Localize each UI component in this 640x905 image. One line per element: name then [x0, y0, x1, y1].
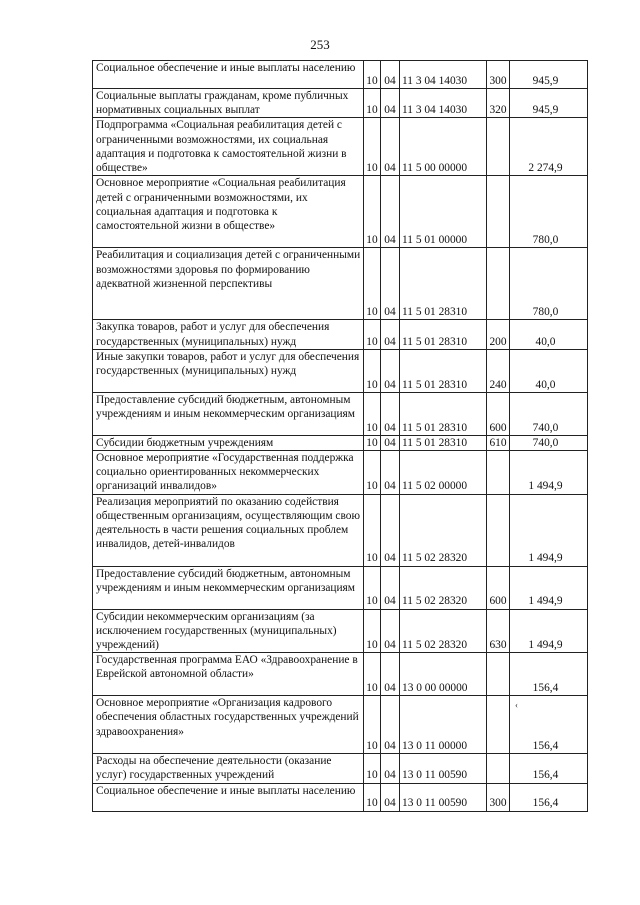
- row-section: 10: [364, 783, 381, 811]
- row-target-article: 11 5 01 28310: [400, 248, 487, 320]
- row-name: Социальные выплаты гражданам, кроме публичных нормативных социальных выплат: [93, 89, 364, 118]
- row-amount: 2 274,9: [510, 118, 588, 176]
- row-expense-type: 300: [487, 61, 510, 89]
- table-row: [93, 392, 588, 435]
- row-expense-type: 600: [487, 392, 510, 435]
- row-amount: 40,0: [510, 320, 588, 349]
- row-expense-type: [487, 494, 510, 566]
- budget-table: [92, 60, 588, 812]
- row-name: Основное мероприятие «Социальная реабилитация детей с ограниченными возможностями, их социальная адаптация и подготовка к самостоятельной жизни в обществе»: [93, 176, 364, 248]
- table-row: [93, 320, 588, 349]
- row-amount: 740,0: [510, 392, 588, 435]
- row-section: 10: [364, 435, 381, 450]
- row-section: 10: [364, 61, 381, 89]
- row-target-article: 11 5 01 28310: [400, 392, 487, 435]
- row-subsection: 04: [381, 176, 400, 248]
- row-expense-type: [487, 696, 510, 754]
- row-target-article: 13 0 11 00000: [400, 696, 487, 754]
- row-target-article: 13 0 00 00000: [400, 653, 487, 696]
- row-amount: 156,4: [510, 696, 588, 754]
- margin-mark: ‹: [515, 700, 518, 710]
- row-expense-type: [487, 248, 510, 320]
- row-section: 10: [364, 118, 381, 176]
- row-name: Социальное обеспечение и иные выплаты населению: [93, 61, 364, 89]
- row-section: 10: [364, 176, 381, 248]
- row-name: Иные закупки товаров, работ и услуг для обеспечения государственных (муниципальных) нужд: [93, 349, 364, 392]
- row-expense-type: 200: [487, 320, 510, 349]
- row-amount: 156,4: [510, 754, 588, 783]
- row-amount: 780,0: [510, 248, 588, 320]
- row-section: 10: [364, 754, 381, 783]
- row-section: 10: [364, 451, 381, 495]
- row-subsection: 04: [381, 566, 400, 609]
- row-section: 10: [364, 494, 381, 566]
- row-expense-type: [487, 451, 510, 495]
- table-row: [93, 349, 588, 392]
- row-target-article: 11 5 01 28310: [400, 320, 487, 349]
- row-target-article: 11 5 02 28320: [400, 494, 487, 566]
- row-expense-type: [487, 754, 510, 783]
- row-section: 10: [364, 392, 381, 435]
- row-subsection: 04: [381, 392, 400, 435]
- row-name: Закупка товаров, работ и услуг для обеспечения государственных (муниципальных) нужд: [93, 320, 364, 349]
- row-expense-type: 240: [487, 349, 510, 392]
- row-target-article: 11 5 01 28310: [400, 349, 487, 392]
- budget-table-body: [93, 61, 588, 812]
- row-section: 10: [364, 349, 381, 392]
- row-expense-type: 320: [487, 89, 510, 118]
- row-subsection: 04: [381, 653, 400, 696]
- table-row: [93, 451, 588, 495]
- row-expense-type: 630: [487, 609, 510, 653]
- row-target-article: 11 3 04 14030: [400, 61, 487, 89]
- row-subsection: 04: [381, 696, 400, 754]
- row-subsection: 04: [381, 451, 400, 495]
- table-row: [93, 248, 588, 320]
- table-row: [93, 609, 588, 653]
- row-target-article: 13 0 11 00590: [400, 754, 487, 783]
- table-row: [93, 176, 588, 248]
- row-subsection: 04: [381, 89, 400, 118]
- row-subsection: 04: [381, 320, 400, 349]
- row-section: 10: [364, 248, 381, 320]
- row-amount: 780,0: [510, 176, 588, 248]
- row-target-article: 11 5 02 28320: [400, 609, 487, 653]
- table-row: [93, 61, 588, 89]
- row-name: Основное мероприятие «Организация кадрового обеспечения областных государственных учреждений здравоохранения»: [93, 696, 364, 754]
- table-row: [93, 783, 588, 811]
- row-section: 10: [364, 89, 381, 118]
- row-subsection: 04: [381, 609, 400, 653]
- row-name: Расходы на обеспечение деятельности (оказание услуг) государственных учреждений: [93, 754, 364, 783]
- row-name: Реабилитация и социализация детей с ограниченными возможностями здоровья по формированию адекватной жизненной перспективы: [93, 248, 364, 320]
- row-expense-type: [487, 118, 510, 176]
- row-target-article: 11 5 02 28320: [400, 566, 487, 609]
- row-section: 10: [364, 320, 381, 349]
- table-row: [93, 494, 588, 566]
- row-target-article: 13 0 11 00590: [400, 783, 487, 811]
- row-subsection: 04: [381, 248, 400, 320]
- row-name: Предоставление субсидий бюджетным, автономным учреждениям и иным некоммерческим организациям: [93, 566, 364, 609]
- row-name: Предоставление субсидий бюджетным, автономным учреждениям и иным некоммерческим организациям: [93, 392, 364, 435]
- row-amount: 945,9: [510, 61, 588, 89]
- table-row: [93, 435, 588, 450]
- row-subsection: 04: [381, 435, 400, 450]
- row-name: Основное мероприятие «Государственная поддержка социально ориентированных некоммерческих организаций инвалидов»: [93, 451, 364, 495]
- row-expense-type: 600: [487, 566, 510, 609]
- row-subsection: 04: [381, 349, 400, 392]
- row-amount: 1 494,9: [510, 494, 588, 566]
- row-target-article: 11 3 04 14030: [400, 89, 487, 118]
- table-row: [93, 566, 588, 609]
- row-amount: 1 494,9: [510, 566, 588, 609]
- row-amount: 740,0: [510, 435, 588, 450]
- row-subsection: 04: [381, 494, 400, 566]
- row-expense-type: [487, 653, 510, 696]
- row-section: 10: [364, 653, 381, 696]
- row-target-article: 11 5 01 28310: [400, 435, 487, 450]
- row-amount: 1 494,9: [510, 609, 588, 653]
- row-name: Субсидии бюджетным учреждениям: [93, 435, 364, 450]
- row-amount: 1 494,9: [510, 451, 588, 495]
- table-row: [93, 653, 588, 696]
- page-number: 253: [310, 37, 330, 52]
- row-section: 10: [364, 566, 381, 609]
- row-amount: 156,4: [510, 653, 588, 696]
- row-subsection: 04: [381, 61, 400, 89]
- row-expense-type: 610: [487, 435, 510, 450]
- row-expense-type: 300: [487, 783, 510, 811]
- row-name: Государственная программа ЕАО «Здравоохранение в Еврейской автономной области»: [93, 653, 364, 696]
- row-section: 10: [364, 696, 381, 754]
- row-target-article: 11 5 02 00000: [400, 451, 487, 495]
- table-row: [93, 754, 588, 783]
- row-section: 10: [364, 609, 381, 653]
- row-name: Социальное обеспечение и иные выплаты населению: [93, 783, 364, 811]
- row-name: Подпрограмма «Социальная реабилитация детей с ограниченными возможностями, их социальная адаптация и подготовка к самостоятельной жизни в обществе»: [93, 118, 364, 176]
- row-subsection: 04: [381, 118, 400, 176]
- row-target-article: 11 5 01 00000: [400, 176, 487, 248]
- row-amount: 40,0: [510, 349, 588, 392]
- table-row: [93, 118, 588, 176]
- row-name: Субсидии некоммерческим организациям (за исключением государственных (муниципальных) учреждений): [93, 609, 364, 653]
- row-target-article: 11 5 00 00000: [400, 118, 487, 176]
- table-row: [93, 696, 588, 754]
- row-expense-type: [487, 176, 510, 248]
- row-name: Реализация мероприятий по оказанию содействия общественным организациям, осуществляющим свою деятельность в части решения социальных проблем инвалидов, детей-инвалидов: [93, 494, 364, 566]
- row-amount: 156,4: [510, 783, 588, 811]
- row-subsection: 04: [381, 754, 400, 783]
- row-amount: 945,9: [510, 89, 588, 118]
- row-subsection: 04: [381, 783, 400, 811]
- table-row: [93, 89, 588, 118]
